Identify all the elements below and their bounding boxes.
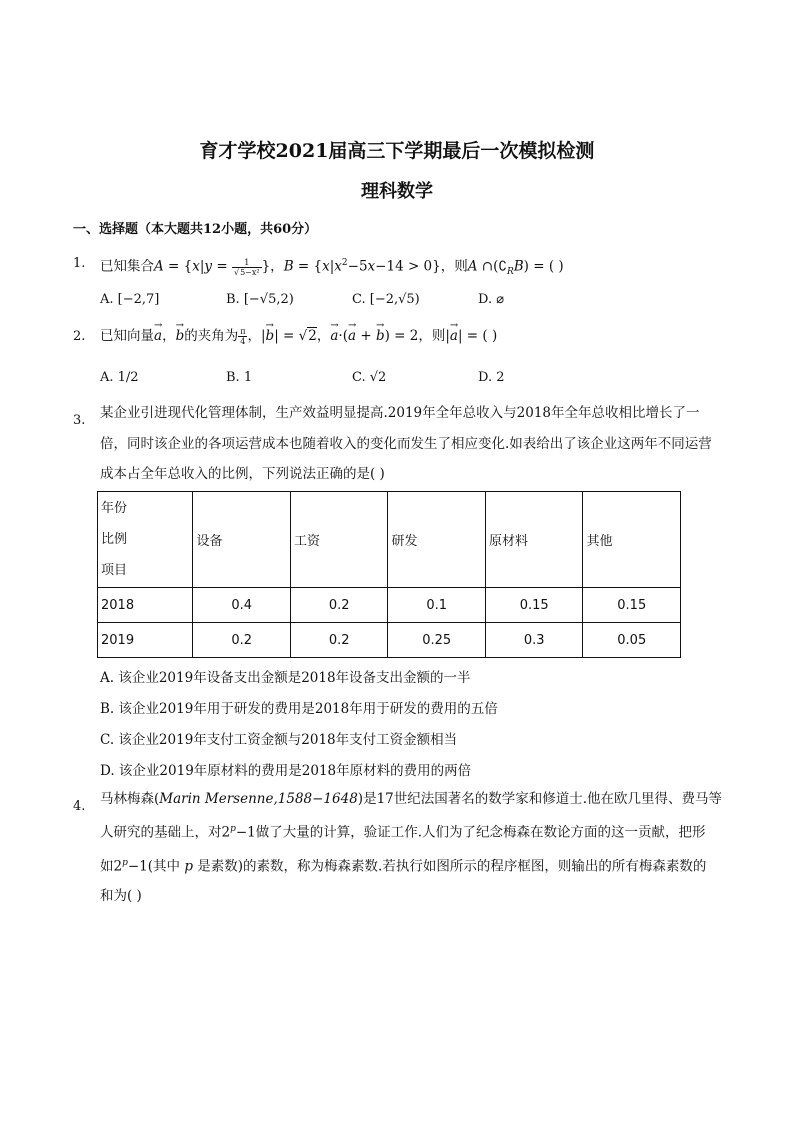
question-3-number: 3.	[73, 413, 86, 428]
corner-label-year: 年份	[101, 501, 128, 516]
cost-ratio-table	[97, 491, 681, 658]
question-2-option-c: C. √2	[352, 370, 387, 385]
table-cell: 0.2	[290, 588, 388, 623]
question-2-text: 已知向量→ a，→ b的夹角为 $\frac{\pi}{4}$ ，|→ b| = √2，→ a·(→ a + → b) = 2，则|→ a| = ( )	[100, 321, 497, 351]
table-cell: 0.1	[388, 588, 486, 623]
table-cell: 0.05	[583, 623, 681, 658]
corner-label-ratio: 比例	[101, 532, 128, 547]
table-cell: 0.2	[193, 623, 291, 658]
question-1-option-c: C. [−2,√5)	[352, 292, 420, 307]
question-4-text: 马林梅森(Marin Mersenne,1588−1648)是17世纪法国著名的数学家和修道士.他在欧几里得、费马等 人研究的基础上，对$2^p-1$做了大量的计算，验证工作.人们为了纪念梅森在数论方面的这一贡献，把形 如$2^p-1$(其中 p 是素数)的素数，称为梅森素数.若执行如图所示的程序框图，则输出的所有梅森素数的 和为( )	[100, 791, 723, 904]
column-header: 设备	[193, 492, 291, 588]
table-header-row	[98, 492, 681, 588]
table-cell: 0.15	[583, 588, 681, 623]
question-2-option-d: D. 2	[478, 370, 505, 385]
question-1-option-d: D. ⌀	[478, 292, 505, 307]
question-3-option-c: C. 该企业2019年支付工资金额与2018年支付工资金额相当	[100, 732, 458, 748]
table-cell: 0.15	[485, 588, 583, 623]
exam-title: 育才学校2021届高三下学期最后一次模拟检测	[199, 140, 595, 162]
question-3-option-b: B. 该企业2019年用于研发的费用是2018年用于研发的费用的五倍	[100, 701, 498, 717]
table-cell: 0.3	[485, 623, 583, 658]
question-1-option-b: B. [−√5,2)	[226, 292, 294, 307]
question-3-option-d: D. 该企业2019年原材料的费用是2018年原材料的费用的两倍	[100, 763, 472, 779]
section-heading: 一、选择题（本大题共12小题，共60分）	[73, 222, 318, 237]
question-1-option-a: A. [−2,7]	[100, 292, 160, 307]
question-2-number: 2.	[73, 329, 86, 344]
corner-label-item: 项目	[101, 563, 128, 578]
column-header: 其他	[583, 492, 681, 588]
table-row	[98, 623, 681, 658]
question-2-option-a: A. 1/2	[100, 370, 139, 385]
question-3-text: 某企业引进现代化管理体制，生产效益明显提高.2019年全年总收入与2018年全年总收相比增长了一倍，同时该企业的各项运营成本也随着收入的变化而发生了相应变化.如表给出了该企业这两年不同运营成本占全年总收入的比例，下列说法正确的是( )	[100, 405, 712, 482]
question-4-number: 4.	[73, 799, 86, 814]
table-cell: 0.4	[193, 588, 291, 623]
question-3-option-a: A. 该企业2019年设备支出金额是2018年设备支出金额的一半	[100, 670, 471, 686]
table-row	[98, 588, 681, 623]
column-header: 研发	[388, 492, 486, 588]
column-header: 原材料	[485, 492, 583, 588]
question-1-text: 已知集合A = {x|y = $\frac{1}{\text{√5−x²}}$ }，$B = \{x|x^2-5x-14 > 0\}$，则A $\cap(∁_RB)$ = ( )	[100, 257, 564, 278]
column-header: 工资	[290, 492, 388, 588]
row-year: 2018	[98, 588, 193, 623]
table-cell: 0.2	[290, 623, 388, 658]
question-1-number: 1.	[73, 256, 86, 271]
question-2-option-b: B. 1	[226, 370, 253, 385]
table-cell: 0.25	[388, 623, 486, 658]
exam-subtitle: 理科数学	[361, 181, 433, 202]
table-corner-cell	[98, 492, 193, 588]
row-year: 2019	[98, 623, 193, 658]
